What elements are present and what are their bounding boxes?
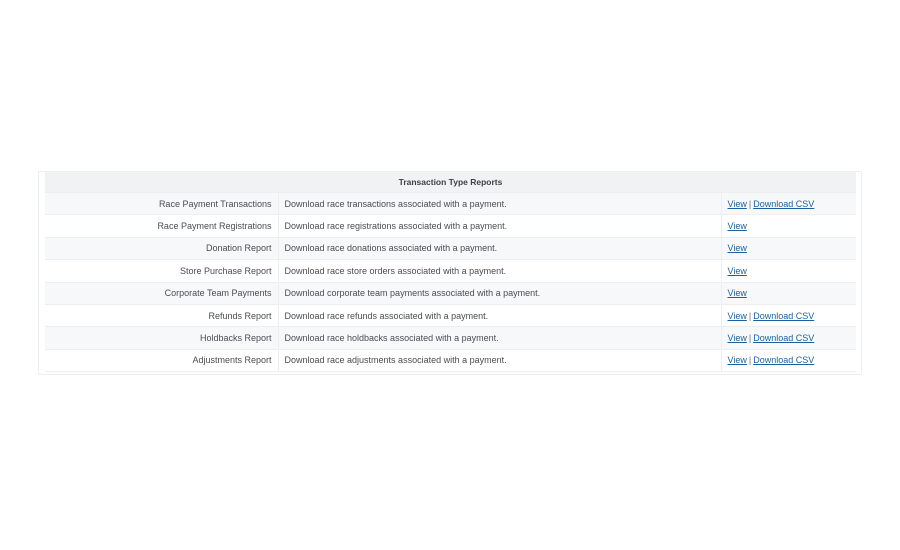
report-rows [45,193,856,372]
view-link[interactable]: View [727,333,747,344]
report-description: Download race transactions associated with a payment. [278,193,721,215]
view-link[interactable]: View [727,198,747,209]
report-name: Race Payment Transactions [45,193,278,215]
table-row [45,349,856,371]
table-row [45,193,856,215]
view-link[interactable]: View [727,265,747,276]
report-actions [721,237,856,259]
report-name: Corporate Team Payments [45,282,278,304]
report-actions [721,349,856,371]
report-name: Store Purchase Report [45,260,278,282]
download-csv-link[interactable]: Download CSV [753,310,815,321]
table-title: Transaction Type Reports [45,172,856,193]
transaction-reports-panel [38,171,862,375]
table-row [45,304,856,326]
transaction-reports-table [45,172,856,372]
link-separator: | [748,310,752,321]
report-name: Refunds Report [45,304,278,326]
view-link[interactable]: View [727,355,747,366]
view-link[interactable]: View [727,310,747,321]
report-actions [721,282,856,304]
report-description: Download race donations associated with a payment. [278,237,721,259]
link-separator: | [748,333,752,344]
report-name: Donation Report [45,237,278,259]
table-row [45,237,856,259]
link-separator: | [748,198,752,209]
download-csv-link[interactable]: Download CSV [753,355,815,366]
report-name: Adjustments Report [45,349,278,371]
report-actions [721,260,856,282]
download-csv-link[interactable]: Download CSV [753,198,815,209]
table-header-row [45,172,856,193]
report-description: Download race adjustments associated with a payment. [278,349,721,371]
report-description: Download corporate team payments associated with a payment. [278,282,721,304]
view-link[interactable]: View [727,243,747,254]
view-link[interactable]: View [727,288,747,299]
report-description: Download race holdbacks associated with a payment. [278,327,721,349]
link-separator: | [748,355,752,366]
view-link[interactable]: View [727,221,747,232]
report-actions [721,215,856,237]
table-row [45,282,856,304]
report-actions [721,327,856,349]
report-description: Download race registrations associated with a payment. [278,215,721,237]
table-row [45,327,856,349]
table-row [45,215,856,237]
report-description: Download race refunds associated with a payment. [278,304,721,326]
report-name: Holdbacks Report [45,327,278,349]
report-description: Download race store orders associated with a payment. [278,260,721,282]
report-name: Race Payment Registrations [45,215,278,237]
report-actions [721,193,856,215]
download-csv-link[interactable]: Download CSV [753,333,815,344]
table-row [45,260,856,282]
report-actions [721,304,856,326]
